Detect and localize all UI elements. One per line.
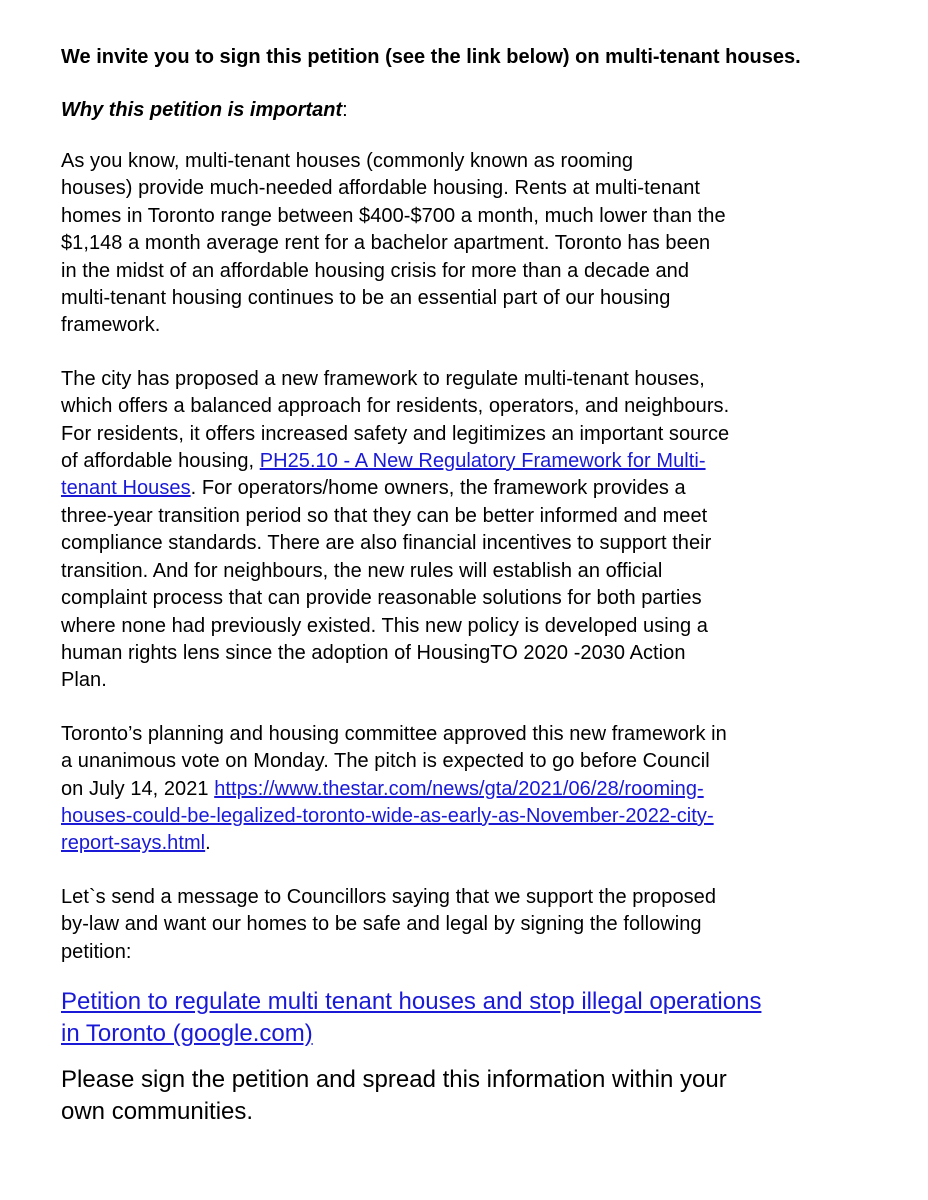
- p3-line: Toronto’s planning and housing committee approved this new framework in: [61, 722, 727, 745]
- p3-line: .: [205, 832, 211, 855]
- why-heading-colon: :: [342, 99, 348, 121]
- p1-line: in the midst of an affordable housing crisis for more than a decade and: [61, 259, 690, 282]
- p2-line: The city has proposed a new framework to regulate multi-tenant houses,: [61, 367, 705, 390]
- p1-line: houses) provide much-needed affordable housing. Rents at multi-tenant: [61, 177, 701, 200]
- thestar-url-part3[interactable]: report-says.html: [61, 832, 206, 855]
- intro-line: We invite you to sign this petition (see the link below) on multi-tenant houses.: [61, 46, 801, 68]
- p1-line: $1,148 a month average rent for a bachelor apartment. Toronto has been: [61, 232, 711, 255]
- document-page: [61, 44, 881, 1128]
- petition-link[interactable]: [61, 986, 881, 1050]
- paragraph-committee: [61, 721, 881, 858]
- closing-text: [61, 1064, 881, 1128]
- petition-link-line1[interactable]: Petition to regulate multi tenant houses and stop illegal operations: [61, 987, 762, 1015]
- framework-link-part1[interactable]: PH25.10 - A New Regulatory Framework for Multi-: [259, 450, 706, 473]
- p3-line: a unanimous vote on Monday. The pitch is expected to go before Council: [61, 750, 710, 773]
- p2-line: . For operators/home owners, the framework provides a: [190, 477, 686, 500]
- p2-line: which offers a balanced approach for residents, operators, and neighbours.: [61, 395, 730, 418]
- p4-line: Let`s send a message to Councillors saying that we support the proposed: [61, 885, 717, 908]
- why-heading: [61, 97, 881, 124]
- p2-line: transition. And for neighbours, the new rules will establish an official: [61, 559, 663, 582]
- petition-link-line2[interactable]: in Toronto (google.com): [61, 1019, 313, 1047]
- paragraph-rooming-houses: [61, 148, 881, 340]
- p1-line: multi-tenant housing continues to be an essential part of our housing: [61, 287, 671, 310]
- p1-line: As you know, multi-tenant houses (commonly known as rooming: [61, 150, 634, 172]
- p2-line: three-year transition period so that they can be better informed and meet: [61, 504, 708, 527]
- intro-text: [61, 44, 881, 71]
- why-heading-text: Why this petition is important: [61, 99, 343, 121]
- p1-line: homes in Toronto range between $400-$700 a month, much lower than the: [61, 204, 726, 227]
- paragraph-framework: [61, 366, 881, 695]
- p2-line: For residents, it offers increased safety and legitimizes an important source: [61, 422, 730, 445]
- p4-line: by-law and want our homes to be safe and legal by signing the following: [61, 913, 702, 936]
- p1-line: framework.: [61, 314, 161, 337]
- p2-line: where none had previously existed. This new policy is developed using a: [61, 614, 708, 637]
- p2-line: human rights lens since the adoption of HousingTO 2020 -2030 Action: [61, 641, 686, 664]
- paragraph-call-to-action: [61, 884, 881, 966]
- p2-line: of affordable housing,: [61, 450, 260, 473]
- closing-line: own communities.: [61, 1097, 254, 1125]
- p2-line: Plan.: [61, 669, 107, 692]
- p4-line: petition:: [61, 940, 132, 963]
- closing-line: Please sign the petition and spread this information within your: [61, 1065, 727, 1093]
- p3-line: on July 14, 2021: [61, 777, 215, 800]
- p2-line: compliance standards. There are also financial incentives to support their: [61, 532, 712, 555]
- thestar-url-part1[interactable]: https://www.thestar.com/news/gta/2021/06/28/rooming-: [214, 777, 704, 800]
- p2-line: complaint process that can provide reasonable solutions for both parties: [61, 587, 702, 610]
- thestar-url-part2[interactable]: houses-could-be-legalized-toronto-wide-as-early-as-November-2022-city-: [61, 804, 714, 827]
- framework-link-part2[interactable]: tenant Houses: [61, 477, 191, 500]
